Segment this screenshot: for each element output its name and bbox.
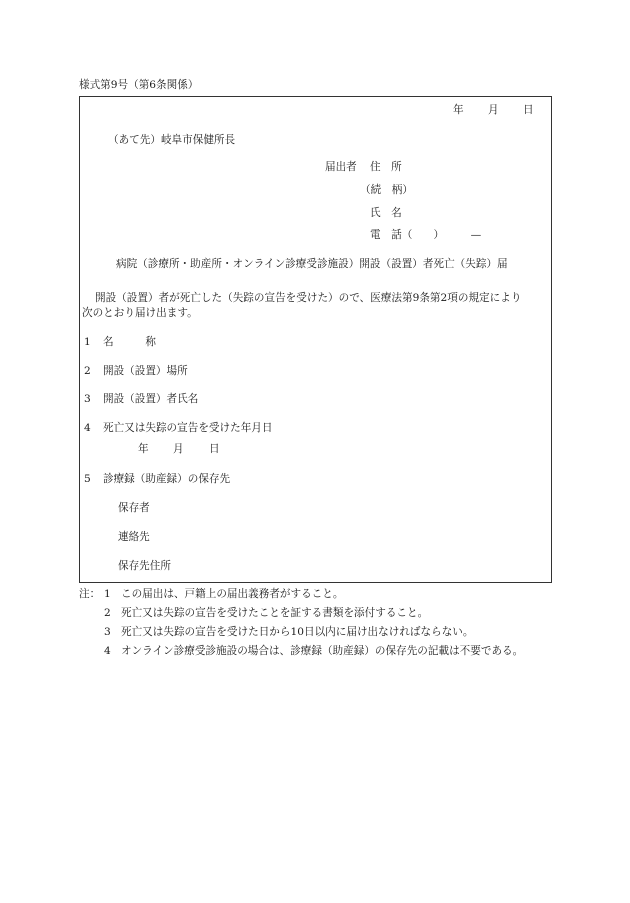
item-1-number: 1 bbox=[84, 336, 91, 348]
applicant-relation-label: （続 柄） bbox=[360, 184, 413, 196]
item-2-label: 開設（設置）場所 bbox=[103, 365, 188, 377]
item-5-number: 5 bbox=[84, 473, 91, 485]
addressee: （あて先）岐阜市保健所長 bbox=[108, 134, 236, 146]
applicant-name-label: 氏 名 bbox=[370, 207, 402, 219]
note-2-text: 死亡又は失踪の宣告を受けたことを証する書類を添付すること。 bbox=[121, 607, 429, 619]
item-4-date-month: 月 bbox=[173, 443, 184, 455]
item-4-date-day: 日 bbox=[209, 443, 220, 455]
storage-address-label: 保存先住所 bbox=[118, 560, 171, 572]
applicant-address-label: 住 所 bbox=[370, 161, 402, 173]
date-day: 日 bbox=[523, 104, 534, 116]
item-2-number: 2 bbox=[84, 365, 91, 377]
item-4-number: 4 bbox=[84, 422, 91, 434]
note-4-number: 4 bbox=[104, 645, 111, 657]
applicant-prefix: 届出者 bbox=[325, 161, 357, 173]
notes-prefix: 注： bbox=[79, 588, 101, 600]
item-4-date-year: 年 bbox=[138, 443, 149, 455]
item-5-label: 診療録（助産録）の保存先 bbox=[103, 473, 231, 485]
date-month: 月 bbox=[488, 104, 499, 116]
storage-keeper-label: 保存者 bbox=[118, 502, 150, 514]
body-text-line2: 次のとおり届け出ます。 bbox=[82, 307, 198, 319]
storage-contact-label: 連絡先 bbox=[118, 531, 150, 543]
body-text-line1: 開設（設置）者が死亡した（失踪の宣告を受けた）ので、医療法第9条第2項の規定により bbox=[95, 292, 522, 304]
item-1-label: 名 称 bbox=[103, 336, 156, 348]
note-4-text: オンライン診療受診施設の場合は、診療録（助産録）の保存先の記載は不要である。 bbox=[121, 645, 524, 657]
item-3-label: 開設（設置）者氏名 bbox=[103, 393, 199, 405]
item-3-number: 3 bbox=[84, 393, 91, 405]
item-4-label: 死亡又は失踪の宣告を受けた年月日 bbox=[103, 422, 273, 434]
form-label: 様式第9号（第6条関係） bbox=[79, 79, 199, 91]
note-3-text: 死亡又は失踪の宣告を受けた日から10日以内に届け出なければならない。 bbox=[121, 626, 474, 638]
applicant-phone-label: 電 話（ ） — bbox=[370, 229, 482, 241]
note-2-number: 2 bbox=[104, 607, 111, 619]
note-1-number: 1 bbox=[104, 588, 111, 600]
note-3-number: 3 bbox=[104, 626, 111, 638]
date-year: 年 bbox=[453, 104, 464, 116]
note-1-text: この届出は、戸籍上の届出義務者がすること。 bbox=[121, 588, 344, 600]
document-title: 病院（診療所・助産所・オンライン診療受診施設）開設（設置）者死亡（失踪）届 bbox=[116, 258, 508, 270]
